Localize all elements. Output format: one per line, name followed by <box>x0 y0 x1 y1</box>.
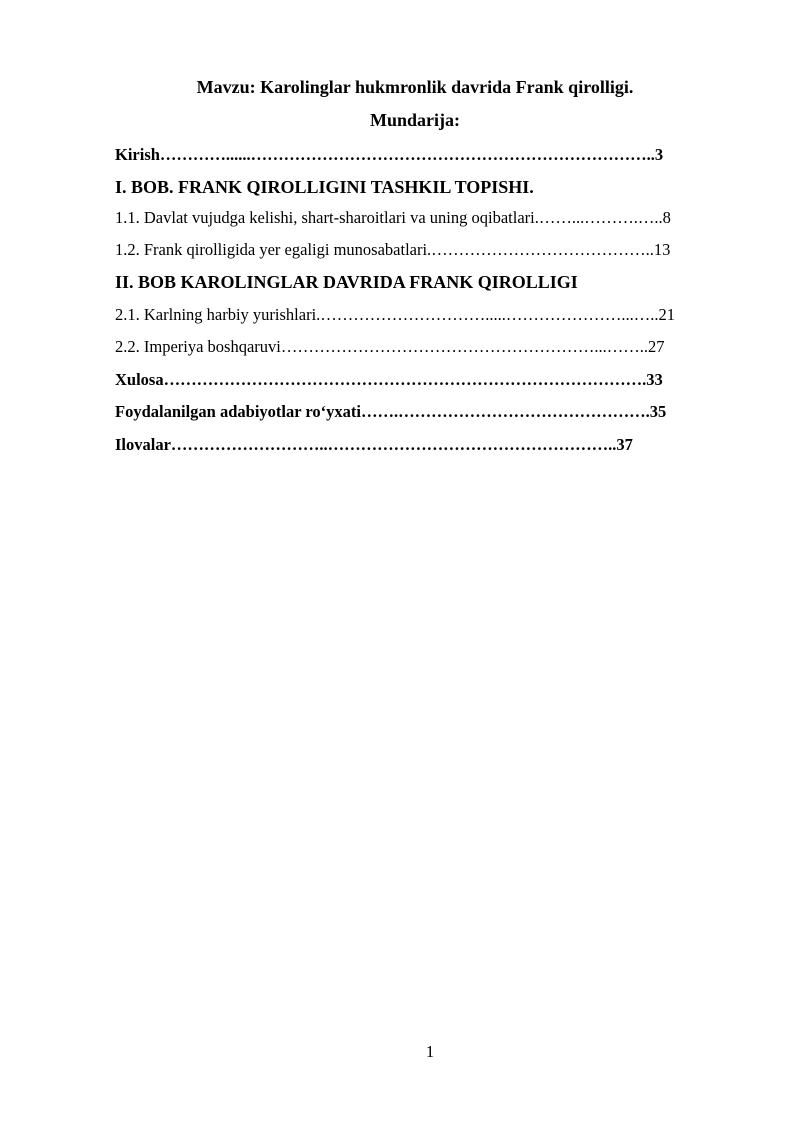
page-number: 1 <box>425 1042 435 1061</box>
toc-entry-1-2: 1.2. Frank qirolligida yer egaligi munosabatlari.…………………………………..13 <box>115 240 671 259</box>
toc-entry-appendices: Ilovalar………………………..……………………………………………..37 <box>115 435 633 454</box>
toc-entry-2-1: 2.1. Karlning harbiy yurishlari.………………………….....…………………...…..21 <box>115 305 676 324</box>
toc-chapter-1: I. BOB. FRANK QIROLLIGINI TASHKIL TOPISHI. <box>115 177 534 197</box>
toc-chapter-2: II. BOB KAROLINGLAR DAVRIDA FRANK QIROLLIGI <box>115 272 578 292</box>
toc-entry-conclusion: Xulosa…………………………………………………………………………….33 <box>115 370 663 389</box>
document-title: Mavzu: Karolinglar hukmronlik davrida Frank qirolligi. <box>196 77 634 97</box>
toc-entry-introduction: Kirish…………......………………………………………………………………..3 <box>115 145 664 164</box>
toc-entry-bibliography: Foydalanilgan adabiyotlar ro‘yxati…….……………………………………….35 <box>115 402 667 421</box>
toc-entry-2-2: 2.2. Imperiya boshqaruvi…………………………………………………...……..27 <box>115 337 665 356</box>
toc-heading: Mundarija: <box>370 110 460 130</box>
toc-entry-1-1: 1.1. Davlat vujudga kelishi, shart-sharoitlari va uning oqibatlari.……...……….…..8 <box>115 208 671 227</box>
